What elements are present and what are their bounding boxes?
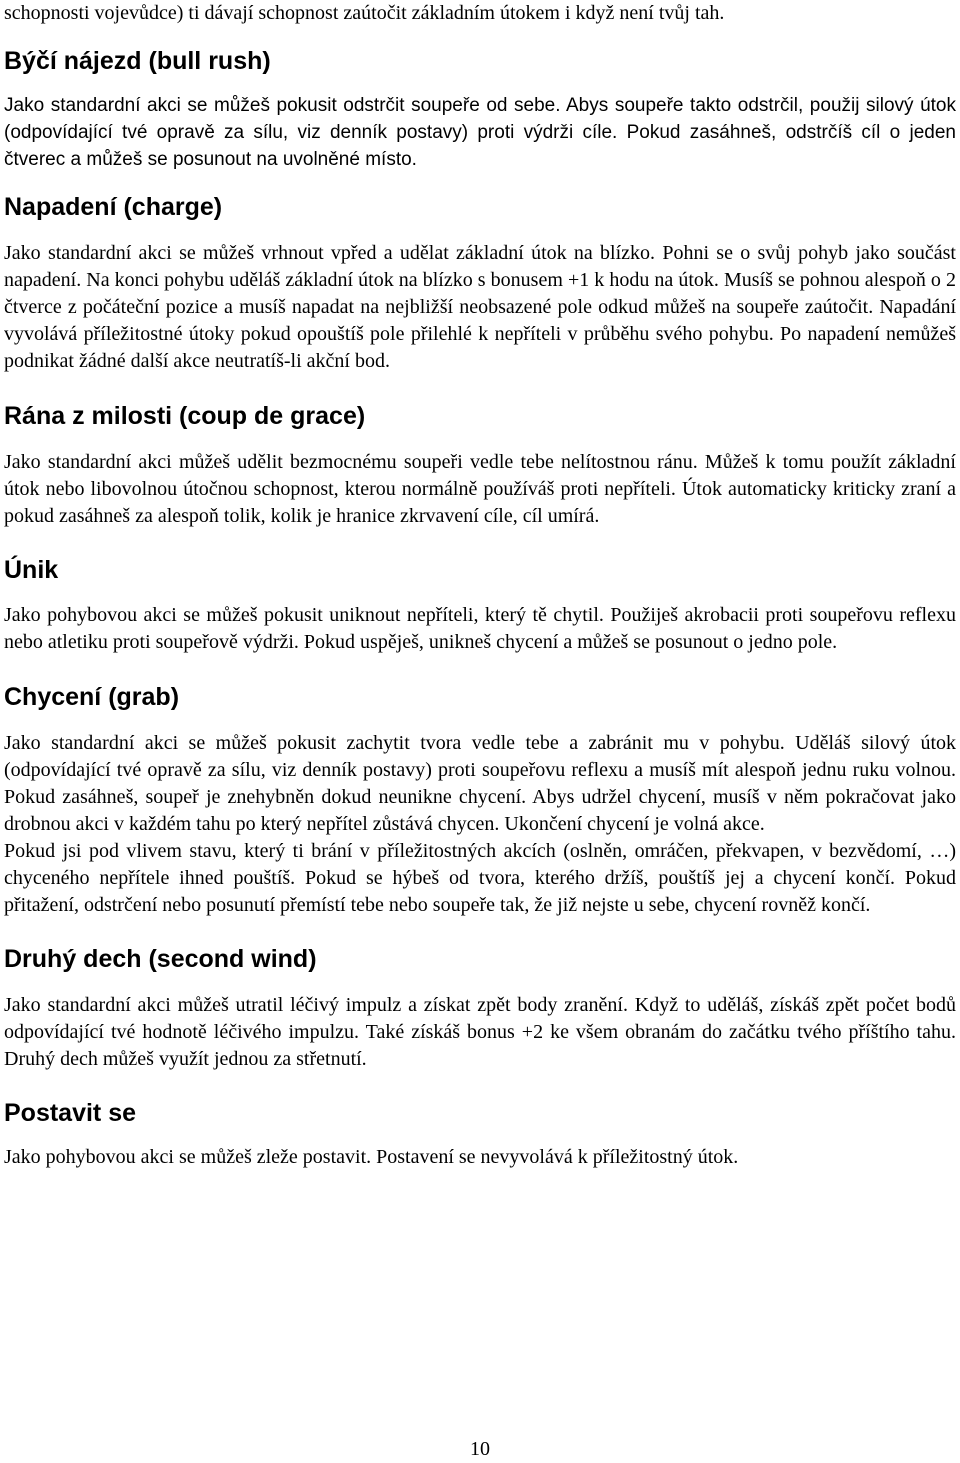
- heading-chyceni: Chycení (grab): [4, 683, 180, 711]
- heading-postavit-se: Postavit se: [4, 1099, 137, 1127]
- document-page: [4, 0, 956, 1171]
- page-number: 10: [470, 1438, 490, 1460]
- paragraph-byci-najezd: Jako standardní akci se můžeš pokusit odstrčit soupeře od sebe. Abys soupeře takto odstrčil, použij silový útok (odpovídající tvé opravě za sílu, viz denník postavy) proti výdrži cíle. Pokud zasáhneš, odstrčíš cíl o jeden čtverec a můžeš se posunout na uvolněné místo.: [4, 95, 956, 170]
- paragraph-unik: Jako pohybovou akci se můžeš pokusit uniknout nepříteli, který tě chytil. Použiješ akrobacii proti soupeřovu reflexu nebo atletiku proti soupeřově výdrži. Pokud uspěješ, unikneš chycení a můžeš se posunout o jedno pole.: [4, 604, 956, 653]
- paragraph-chyceni-1: Jako standardní akci se můžeš pokusit zachytit tvora vedle tebe a zabránit mu v pohybu. Uděláš silový útok (odpovídající tvé opravě za sílu, viz denník postavy) proti soupeřovu reflexu a musíš mít alespoň jednu ruku volnou. Pokud zasáhneš, soupeř je znehybněn dokud neunikne chycení. Abys udržel chycení, musíš v něm pokračovat jako drobnou akci v každém tahu po který nepřítel zůstává chycen. Ukončení chycení je volná akce.: [4, 732, 956, 835]
- intro-paragraph: schopnosti vojevůdce) ti dávají schopnost zaútočit základním útokem i když není tvůj tah.: [4, 2, 725, 24]
- heading-rana-z-milosti: Rána z milosti (coup de grace): [4, 402, 366, 430]
- paragraph-rana-z-milosti: Jako standardní akci můžeš udělit bezmocnému soupeři vedle tebe nelítostnou ránu. Můžeš k tomu použít základní útok nebo libovolnou útočnou schopnost, kterou normálně používáš proti nepříteli. Útok automaticky kriticky zraní a pokud zasáhneš za alespoň tolik, kolik je hranice zkrvavení cíle, cíl umírá.: [4, 451, 956, 527]
- heading-byci-najezd: Býčí nájezd (bull rush): [4, 47, 271, 75]
- heading-unik: Únik: [4, 556, 59, 584]
- paragraph-postavit-se: Jako pohybovou akci se můžeš zleže postavit. Postavení se nevyvolává k příležitostný útok.: [4, 1146, 739, 1168]
- heading-napadeni: Napadení (charge): [4, 193, 223, 221]
- paragraph-chyceni-2: Pokud jsi pod vlivem stavu, který ti brání v příležitostných akcích (oslněn, omráčen, překvapen, v bezvědomí, …) chyceného nepřítele ihned pouštíš. Pokud se hýbeš od tvora, kterého držíš, pouštíš jej a chycení končí. Pokud přitažení, odstrčení nebo posunutí přemístí tebe nebo soupeře tak, že již nejste u sebe, chycení rovněž končí.: [4, 840, 956, 916]
- heading-druhy-dech: Druhý dech (second wind): [4, 945, 317, 973]
- paragraph-druhy-dech: Jako standardní akci můžeš utratil léčivý impulz a získat zpět body zranění. Když to uděláš, získáš zpět počet bodů odpovídající tvé hodnotě léčivého impulzu. Také získáš bonus +2 ke všem obranám do začátku tvého příštího tahu. Druhý dech můžeš využít jednou za střetnutí.: [4, 994, 956, 1070]
- paragraph-napadeni: Jako standardní akci se můžeš vrhnout vpřed a udělat základní útok na blízko. Pohni se o svůj pohyb jako součást napadení. Na konci pohybu uděláš základní útok na blízko s bonusem +1 k hodu na útok. Musíš se pohnou alespoň o 2 čtverce z počáteční pozice a musíš napadat na nejbližší neobsazené pole odkud můžeš na soupeře zaútočit. Napadání vyvolává příležitostné útoky pokud opouštíš pole přilehlé k nepříteli v průběhu svého pohybu. Po napadení nemůžeš podnikat žádné další akce neutratíš-li akční bod.: [4, 242, 956, 372]
